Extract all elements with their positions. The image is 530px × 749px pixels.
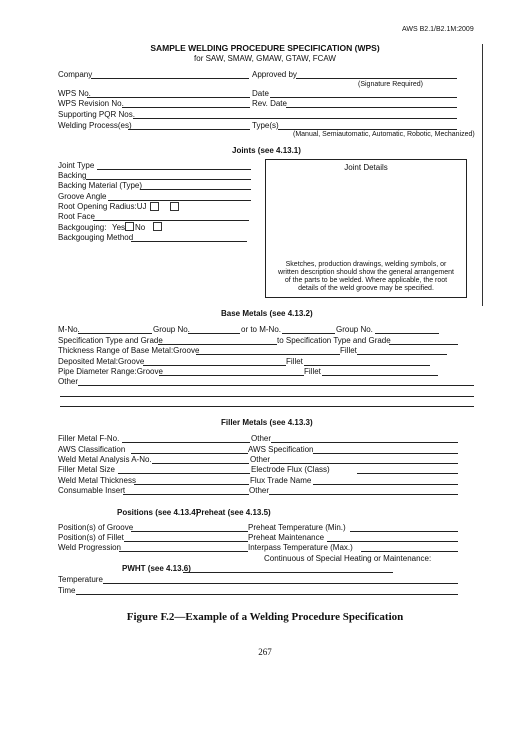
root-face-field[interactable] — [93, 220, 249, 221]
base-metals-heading: Base Metals (see 4.13.2) — [221, 309, 313, 318]
pipe-diameter-label: Pipe Diameter Range:Groove — [58, 367, 163, 376]
groove-angle-field[interactable] — [108, 200, 251, 201]
group-no-label: Group No. — [153, 325, 190, 334]
deposited-fillet-label: Fillet — [286, 357, 303, 366]
date-field[interactable] — [270, 97, 457, 98]
joint-details-note: Sketches, production drawings, welding symbols, or written description should show the general arrangement of the parts to be welded. Where applicable, the root details of the weld groove may be specified. — [278, 261, 454, 292]
filler-other-3-field[interactable] — [269, 494, 458, 495]
continuous-heating-field[interactable] — [183, 572, 393, 573]
interpass-temp-label: Interpass Temperature (Max.) — [248, 543, 353, 552]
position-fillet-label: Position(s) of Fillet — [58, 533, 124, 542]
time-field[interactable] — [76, 594, 458, 595]
to-spec-type-grade-label: to Specification Type and Grade — [277, 336, 391, 345]
approved-by-label: Approved by — [252, 70, 297, 79]
aws-spec-field[interactable] — [313, 453, 458, 454]
positions-heading: Positions (see 4.13.4) — [117, 508, 199, 517]
change-bar — [482, 44, 483, 306]
filler-other-3-label: Other — [249, 486, 270, 495]
aws-class-label: AWS Classification — [58, 445, 126, 454]
filler-size-field[interactable] — [118, 473, 250, 474]
base-other-field-2[interactable] — [60, 396, 474, 397]
joint-type-label: Joint Type — [58, 161, 95, 170]
rev-date-field[interactable] — [286, 107, 457, 108]
wps-revision-field[interactable] — [122, 107, 250, 108]
pipe-fillet-field[interactable] — [322, 375, 438, 376]
joints-heading: Joints (see 4.13.1) — [232, 146, 301, 155]
electrode-flux-field[interactable] — [357, 473, 458, 474]
electrode-flux-label: Electrode Flux (Class) — [251, 465, 330, 474]
wps-no-label: WPS No. — [58, 89, 91, 98]
or-to-m-no-label: or to M-No. — [241, 325, 282, 334]
weld-progression-field[interactable] — [119, 551, 248, 552]
backing-material-field[interactable] — [140, 189, 251, 190]
f-no-label: Filler Metal F-No. — [58, 434, 120, 443]
type-note: (Manual, Semiautomatic, Automatic, Robotic, Mechanized) — [293, 131, 475, 138]
backgouging-method-label: Backgouging Method — [58, 233, 134, 242]
company-field[interactable] — [91, 78, 249, 79]
deposited-groove-field[interactable] — [143, 365, 286, 366]
preheat-heading: Preheat (see 4.13.5) — [196, 508, 271, 517]
position-groove-field[interactable] — [131, 531, 248, 532]
wps-revision-label: WPS Revision No. — [58, 99, 124, 108]
supporting-pqr-field[interactable] — [133, 118, 457, 119]
pwht-heading: PWHT (see 4.13.6) — [122, 564, 191, 573]
position-fillet-field[interactable] — [124, 541, 248, 542]
preheat-temp-field[interactable] — [350, 531, 458, 532]
welding-process-label: Welding Process(es) — [58, 121, 132, 130]
spec-type-grade-label: Specification Type and Grade — [58, 336, 163, 345]
preheat-temp-label: Preheat Temperature (Min.) — [248, 523, 346, 532]
or-to-m-no-field[interactable] — [282, 333, 335, 334]
joint-type-field[interactable] — [97, 169, 251, 170]
wps-no-field[interactable] — [87, 97, 250, 98]
pipe-groove-field[interactable] — [159, 375, 304, 376]
filler-other-2-field[interactable] — [270, 463, 458, 464]
backgouging-yes-checkbox[interactable] — [125, 222, 134, 231]
thickness-groove-field[interactable] — [196, 354, 340, 355]
interpass-temp-field[interactable] — [361, 551, 458, 552]
thickness-fillet-field[interactable] — [357, 354, 447, 355]
filler-metals-heading: Filler Metals (see 4.13.3) — [221, 418, 313, 427]
consumable-insert-label: Consumable Insert — [58, 486, 126, 495]
aws-class-field[interactable] — [131, 453, 248, 454]
temperature-field[interactable] — [103, 583, 458, 584]
root-opening-checkbox-2[interactable] — [170, 202, 179, 211]
company-label: Company — [58, 70, 93, 79]
base-other-label: Other — [58, 377, 79, 386]
root-face-label: Root Face — [58, 212, 95, 221]
group-no-2-field[interactable] — [375, 333, 439, 334]
groove-angle-label: Groove Angle — [58, 192, 107, 201]
filler-other-2-label: Other — [250, 455, 271, 464]
weld-thickness-field[interactable] — [134, 484, 249, 485]
thickness-range-label: Thickness Range of Base Metal:Groove — [58, 346, 200, 355]
m-no-field[interactable] — [78, 333, 152, 334]
rev-date-label: Rev. Date — [252, 99, 287, 108]
joint-details-box[interactable] — [265, 159, 467, 298]
time-label: Time — [58, 586, 76, 595]
flux-trade-name-label: Flux Trade Name — [250, 476, 312, 485]
filler-other-field[interactable] — [271, 442, 458, 443]
welding-process-field[interactable] — [128, 129, 250, 130]
figure-caption: Figure F.2—Example of a Welding Procedure Specification — [126, 611, 404, 623]
flux-trade-name-field[interactable] — [313, 484, 458, 485]
consumable-insert-field[interactable] — [123, 494, 249, 495]
f-no-field[interactable] — [122, 442, 250, 443]
preheat-maintenance-field[interactable] — [327, 541, 458, 542]
page-title: SAMPLE WELDING PROCEDURE SPECIFICATION (WPS) — [150, 43, 380, 53]
pipe-fillet-label: Fillet — [304, 367, 321, 376]
group-no-field[interactable] — [188, 333, 240, 334]
temperature-label: Temperature — [58, 575, 103, 584]
base-other-field-1[interactable] — [78, 385, 474, 386]
continuous-heating-label: Continuous of Special Heating or Maintenance: — [264, 554, 432, 563]
type-label: Type(s) — [252, 121, 279, 130]
spec-type-grade-field[interactable] — [158, 344, 277, 345]
group-no-2-label: Group No. — [336, 325, 373, 334]
page-subtitle: for SAW, SMAW, GMAW, GTAW, FCAW — [194, 54, 336, 63]
backgouging-yes-label: Yes — [112, 223, 126, 232]
weld-progression-label: Weld Progression — [58, 543, 121, 552]
root-opening-label: Root Opening Radius:UJ — [58, 202, 147, 211]
backing-field[interactable] — [86, 179, 251, 180]
base-other-field-3[interactable] — [60, 406, 474, 407]
backgouging-no-checkbox[interactable] — [153, 222, 162, 231]
signature-required-note: (Signature Required) — [358, 81, 423, 88]
preheat-maintenance-label: Preheat Maintenance — [248, 533, 325, 542]
deposited-fillet-field[interactable] — [304, 365, 430, 366]
backing-material-label: Backing Material (Type) — [58, 181, 143, 190]
backgouging-no-label: No — [135, 223, 146, 232]
date-label: Date — [252, 89, 269, 98]
weld-metal-analysis-field[interactable] — [152, 463, 249, 464]
weld-metal-analysis-label: Weld Metal Analysis A-No. — [58, 455, 152, 464]
backgouging-label: Backgouging: — [58, 223, 107, 232]
deposited-metal-label: Deposited Metal:Groove — [58, 357, 145, 366]
backing-label: Backing — [58, 171, 87, 180]
m-no-label: M-No. — [58, 325, 80, 334]
weld-thickness-label: Weld Metal Thickness — [58, 476, 136, 485]
filler-other-label: Other — [251, 434, 272, 443]
to-spec-type-grade-field[interactable] — [389, 344, 458, 345]
filler-size-label: Filler Metal Size — [58, 465, 115, 474]
standard-reference: AWS B2.1/B2.1M:2009 — [402, 26, 474, 33]
joint-details-title: Joint Details — [344, 163, 388, 172]
supporting-pqr-label: Supporting PQR Nos. — [58, 110, 135, 119]
backgouging-method-field[interactable] — [131, 241, 247, 242]
aws-spec-label: AWS Specification — [248, 445, 314, 454]
page-number: 267 — [258, 647, 272, 657]
thickness-fillet-label: Fillet — [340, 346, 357, 355]
root-opening-checkbox-1[interactable] — [150, 202, 159, 211]
approved-by-field[interactable] — [296, 78, 457, 79]
position-groove-label: Position(s) of Groove — [58, 523, 134, 532]
